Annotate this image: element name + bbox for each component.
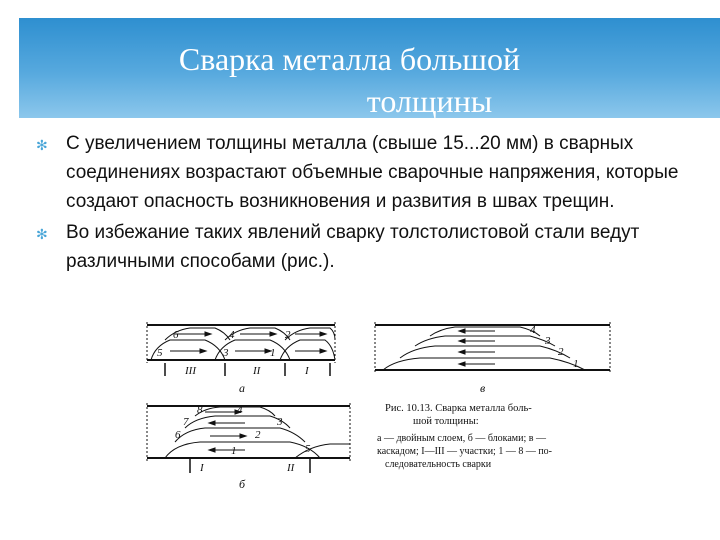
weld-order-number: 2	[255, 429, 261, 441]
bullet-item	[36, 129, 686, 216]
weld-order-number: 5	[157, 347, 163, 359]
weld-order-number: 5	[305, 443, 311, 455]
caption-line: следовательность сварки	[385, 459, 492, 470]
caption-line: Рис. 10.13. Сварка металла боль-	[385, 403, 532, 414]
bullet-item	[36, 218, 686, 276]
weld-order-number: 3	[223, 347, 229, 359]
title-line-2: толщины	[366, 83, 493, 119]
weld-order-number: 2	[285, 329, 291, 341]
label-a: а	[239, 381, 245, 395]
slide-title	[19, 38, 720, 122]
caption-line: каскадом; I—III — участки; 1 — 8 — по-	[377, 446, 552, 457]
caption-line: а — двойным слоем, б — блоками; в —	[377, 433, 546, 444]
weld-order-number: 8	[197, 404, 203, 416]
weld-order-number: 7	[183, 416, 189, 428]
diagram-b-labels	[175, 404, 311, 491]
bullet-text: Во избежание таких явлений сварку толстолистовой стали ведут различными способами (рис.).	[66, 222, 640, 272]
weld-order-number: 3	[277, 416, 283, 428]
weld-order-number: 6	[173, 329, 179, 341]
label-b: б	[239, 477, 246, 491]
weld-order-number: 1	[270, 347, 276, 359]
weld-order-number: 2	[558, 346, 564, 358]
welding-diagram	[145, 318, 615, 493]
snowflake-bullet-icon: ✻	[36, 137, 48, 153]
weld-order-number: 6	[175, 429, 181, 441]
welding-figure	[145, 318, 615, 493]
weld-order-number: 3	[545, 335, 551, 347]
section-label: I	[305, 365, 309, 377]
bullet-text: С увеличением толщины металла (свыше 15...20 мм) в сварных соединениях возрастают объемные сварочные напряжения, которые создают опасность возникновения и развития в швах трещин.	[66, 133, 679, 212]
section-label: II	[287, 462, 295, 474]
snowflake-bullet-icon: ✻	[36, 226, 48, 242]
diagram-v-labels	[480, 324, 579, 395]
label-v: в	[480, 381, 486, 395]
weld-order-number: 4	[530, 324, 536, 336]
title-line-1: Сварка металла большой	[178, 41, 521, 77]
diagram-a-labels	[157, 329, 310, 395]
section-label: II	[253, 365, 261, 377]
title-banner	[19, 18, 720, 118]
section-label: I	[200, 462, 204, 474]
weld-order-number: 1	[231, 445, 237, 457]
weld-order-number: 4	[237, 404, 243, 416]
weld-order-number: 4	[229, 329, 235, 341]
bullet-list	[36, 129, 686, 278]
caption-line: шой толщины:	[413, 416, 479, 427]
weld-order-number: 1	[573, 358, 579, 370]
figure-caption	[377, 403, 552, 470]
section-label: III	[185, 365, 196, 377]
